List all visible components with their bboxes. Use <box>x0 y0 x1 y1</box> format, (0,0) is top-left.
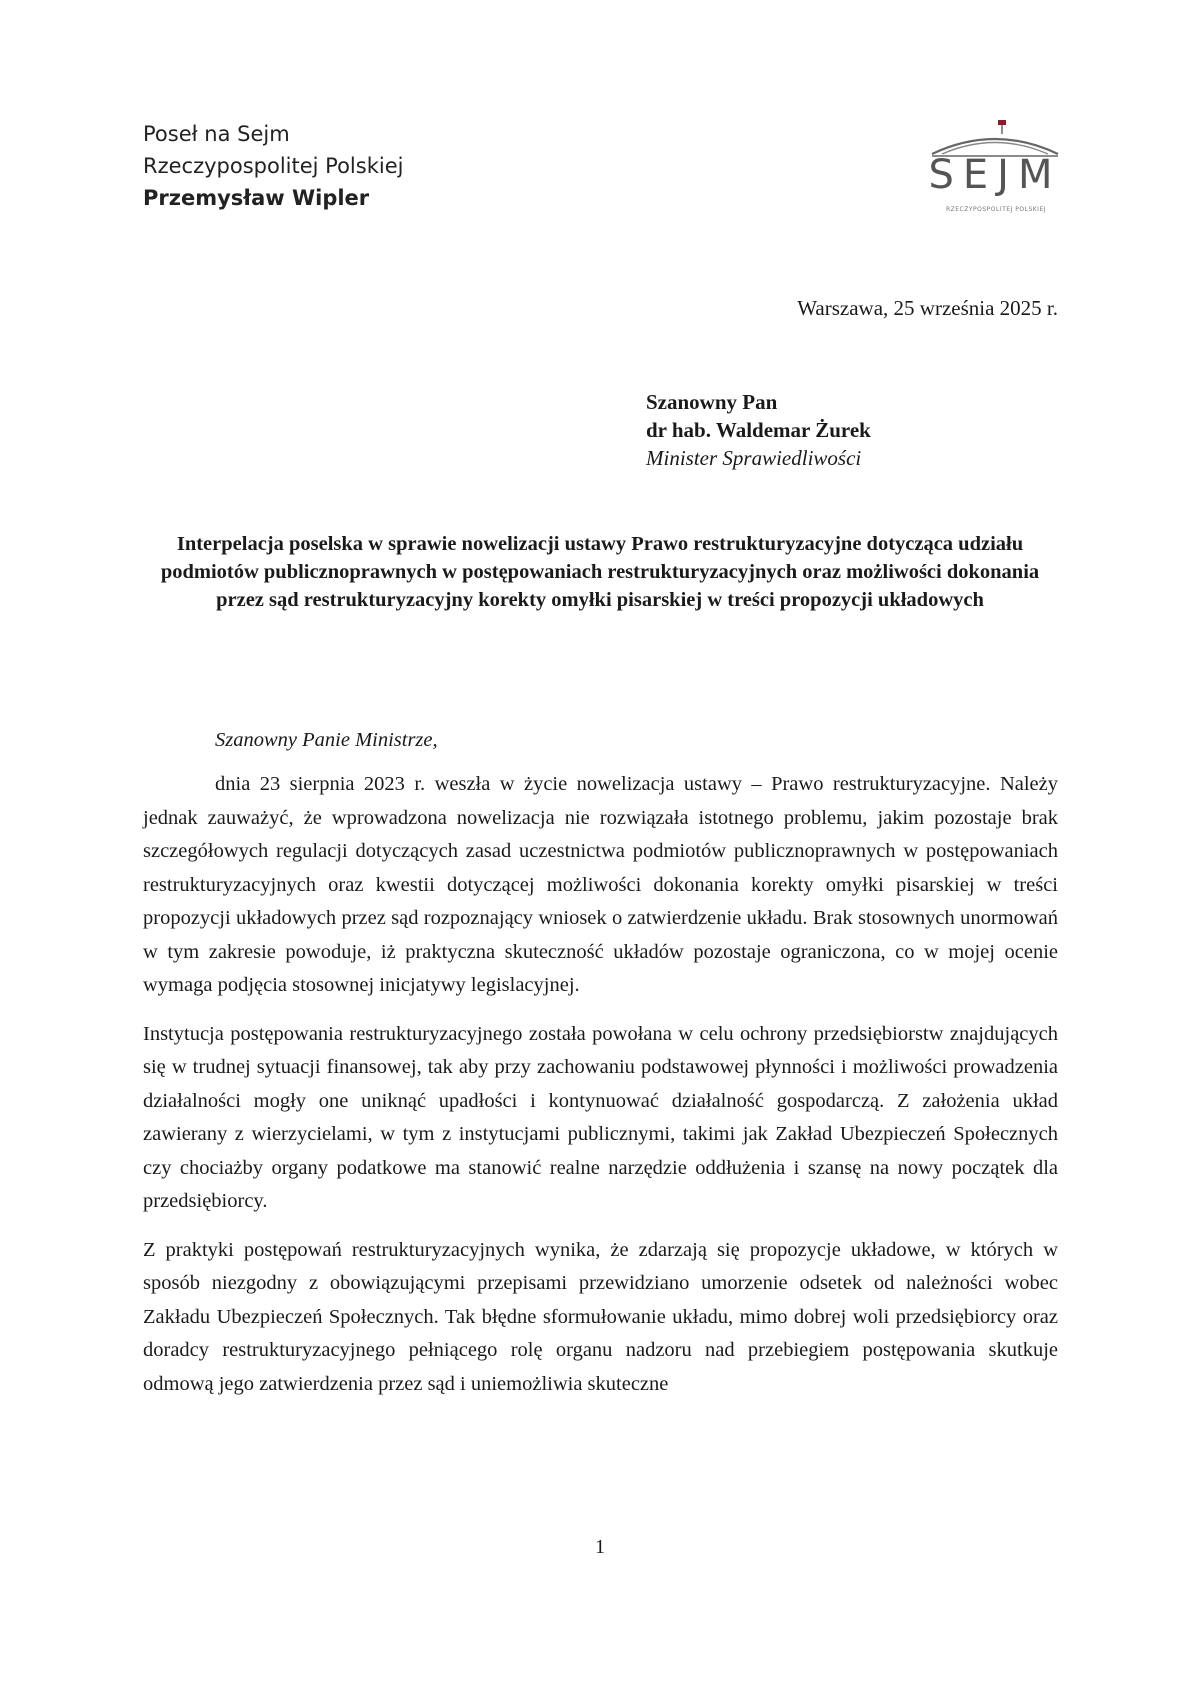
logo-subtext: RZECZYPOSPOLITEJ POLSKIEJ <box>945 206 1047 213</box>
body-paragraph: Z praktyki postępowań restrukturyzacyjnych wynika, że zdarzają się propozycje układowe, w których w sposób niezgodny z obowiązującymi przepisami przewidziano umorzenie odsetek od należności wobec Zakładu Ubezpieczeń Społecznych. Tak błędne sformułowanie układu, mimo dobrej woli przedsiębiorcy oraz doradcy restrukturyzacyjnego pełniącego rolę organu nadzoru nad przebiegiem postępowania skutkuje odmową jego zatwierdzenia przez sąd i uniemożliwia skuteczne <box>143 1238 1058 1395</box>
salutation: Szanowny Panie Ministrze, <box>215 729 438 751</box>
sender-title: Poseł na Sejm <box>143 122 290 146</box>
addressee-role: Minister Sprawiedliwości <box>646 446 862 470</box>
letter-subject: Interpelacja poselska w sprawie nowelizacji ustawy Prawo restrukturyzacyjne dotycząca udziału podmiotów publicznoprawnych w postępowaniach restrukturyzacyjnych oraz możliwości dokonania przez sąd restrukturyzacyjny korekty omyłki pisarskiej w treści propozycji układowych <box>160 533 1040 611</box>
addressee-name: dr hab. Waldemar Żurek <box>646 418 871 442</box>
page-number: 1 <box>595 1536 605 1558</box>
sender-name: Przemysław Wipler <box>143 186 370 210</box>
logo-wordmark: SEJM <box>928 152 1062 198</box>
addressee-greeting: Szanowny Pan <box>646 390 778 414</box>
sejm-logo <box>920 110 1070 215</box>
letter-body <box>143 724 1058 1401</box>
body-paragraph: dnia 23 sierpnia 2023 r. weszła w życie nowelizacja ustawy – Prawo restrukturyzacyjne. Należy jednak zauważyć, że wprowadzona nowelizacja nie rozwiązała istotnego problemu, jakim pozostaje brak szczegółowych regulacji dotyczących zasad uczestnictwa podmiotów publicznoprawnych w postępowaniach restrukturyzacyjnych oraz kwestii dotyczącej możliwości dokonania korekty omyłki pisarskiej w treści propozycji układowych przez sąd rozpoznający wniosek o zatwierdzenie układu. Brak stosownych unormowań w tym zakresie powoduje, iż praktyczna skuteczność układów pozostaje ograniczona, co w mojej ocenie wymaga podjęcia stosownej inicjatywy legislacyjnej. <box>143 773 1058 996</box>
addressee-block <box>646 388 871 472</box>
sender-block <box>143 118 403 214</box>
sender-country: Rzeczypospolitej Polskiej <box>143 154 404 178</box>
letter-date: Warszawa, 25 września 2025 r. <box>797 296 1058 320</box>
body-paragraph: Instytucja postępowania restrukturyzacyjnego została powołana w celu ochrony przedsiębiorstw znajdujących się w trudnej sytuacji finansowej, tak aby przy zachowaniu podstawowej płynności i możliwości prowadzenia działalności mogły one uniknąć upadłości i kontynuować działalność gospodarczą. Z założenia układ zawierany z wierzycielami, w tym z instytucjami publicznymi, takimi jak Zakład Ubezpieczeń Społecznych czy chociażby organy podatkowe ma stanowić realne narzędzie oddłużenia i szansę na nowy początek dla przedsiębiorcy. <box>143 1022 1058 1212</box>
